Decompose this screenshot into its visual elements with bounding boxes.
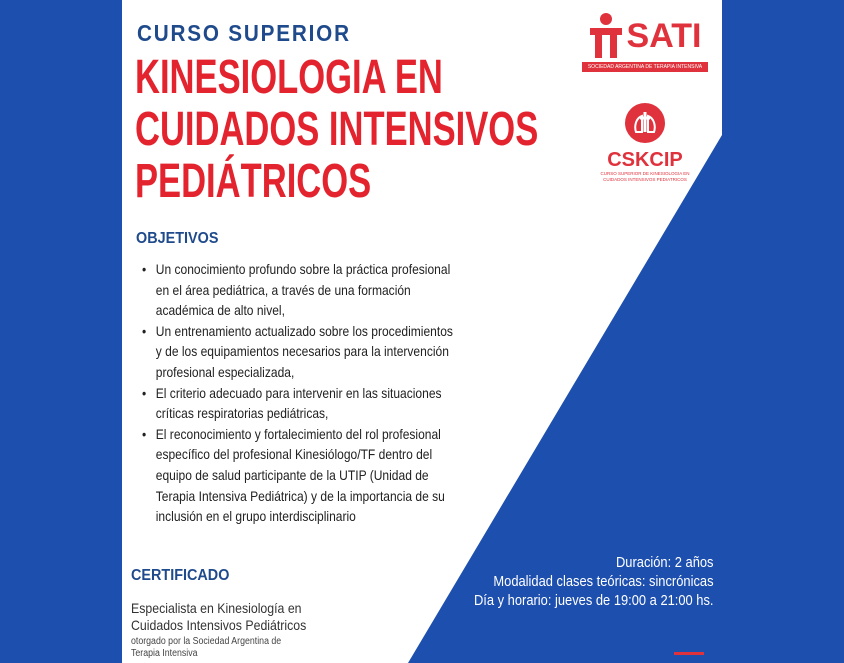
- objetivo-line: críticas respiratorias pediátricas,: [155, 405, 329, 422]
- sati-tagline: SOCIEDAD ARGENTINA DE TERAPIA INTENSIVA: [582, 62, 708, 72]
- cskcip-name: CSKCIP: [607, 149, 683, 171]
- course-subtitle: CURSO SUPERIOR: [137, 20, 351, 46]
- cert-line: Especialista en Kinesiología en: [131, 600, 302, 616]
- sati-figure-icon: [589, 12, 623, 60]
- objetivos-list: [142, 259, 453, 527]
- cert-small: otorgado por la Sociedad Argentina de: [131, 636, 282, 647]
- objetivo-line: Terapia Intensiva Pediátrica) y de la importancia de su: [155, 487, 445, 504]
- title-line: CUIDADOS INTENSIVOS: [135, 103, 539, 156]
- red-accent-bar: [674, 652, 704, 655]
- lungs-icon: [624, 102, 666, 144]
- objetivo-line: • El reconocimiento y fortalecimiento del rol profesional: [155, 425, 441, 442]
- course-title: [135, 52, 538, 208]
- objetivo-line: inclusión en el grupo interdisciplinario: [155, 508, 356, 525]
- cskcip-logo: [592, 102, 698, 183]
- objetivo-line: • Un entrenamiento actualizado sobre los procedimientos: [155, 322, 453, 339]
- objetivo-line: específico del profesional Kinesiólogo/TF dentro del: [155, 446, 433, 463]
- objetivo-item: [142, 383, 453, 424]
- title-line: KINESIOLOGIA EN: [135, 51, 443, 104]
- info-modality: Modalidad clases teóricas: sincrónicas: [493, 573, 714, 590]
- sati-name: SATI: [626, 16, 702, 55]
- objetivo-line: en el área pediátrica, a través de una formación: [155, 281, 411, 298]
- cskcip-tagline: CURSO SUPERIOR DE KINESIOLOGIA EN CUIDADOS INTENSIVOS PEDIATRICOS: [600, 171, 690, 182]
- objetivo-line: • El criterio adecuado para intervenir en las situaciones: [155, 384, 442, 401]
- certificado-text: [131, 600, 306, 660]
- info-duration: Duración: 2 años: [616, 554, 714, 571]
- objetivo-item: [142, 321, 453, 383]
- objetivo-line: y de los equipamientos necesarios para la intervención: [155, 343, 449, 360]
- cert-line: Cuidados Intensivos Pediátricos: [131, 617, 307, 633]
- cert-small: Terapia Intensiva: [131, 648, 198, 659]
- objetivo-item: [142, 259, 453, 321]
- objetivo-item: [142, 424, 453, 527]
- objetivo-line: profesional especializada,: [155, 363, 295, 380]
- certificado-heading: CERTIFICADO: [131, 567, 230, 584]
- objetivo-line: equipo de salud participante de la UTIP (Unidad de: [155, 466, 429, 483]
- course-flyer: [122, 0, 722, 663]
- sati-logo: [582, 12, 708, 72]
- objetivo-line: • Un conocimiento profundo sobre la práctica profesional: [155, 261, 451, 277]
- title-line: PEDIÁTRICOS: [135, 155, 372, 208]
- objetivos-heading: OBJETIVOS: [136, 230, 219, 247]
- info-schedule: Día y horario: jueves de 19:00 a 21:00 hs.: [474, 592, 714, 609]
- objetivo-line: académica de alto nivel,: [155, 302, 285, 319]
- course-info: [474, 553, 714, 610]
